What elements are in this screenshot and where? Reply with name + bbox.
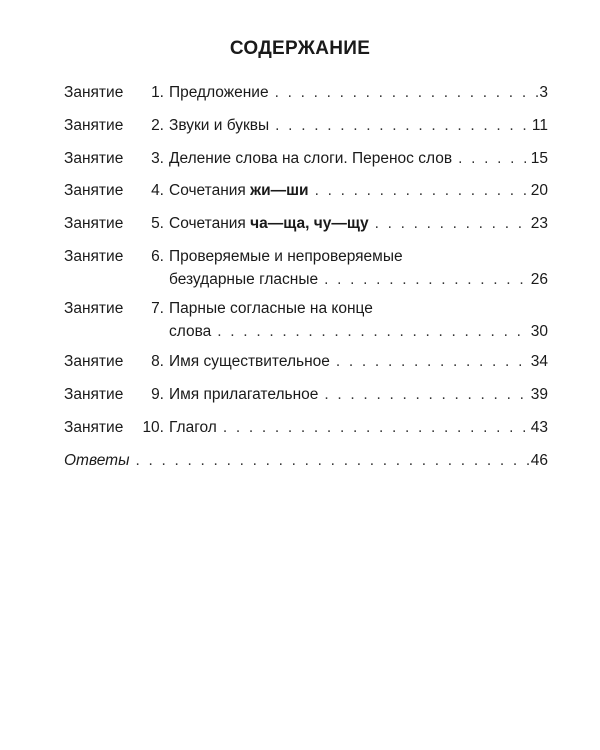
- entry-title-bold: жи—ши: [250, 182, 309, 199]
- entry-title: Предложение: [169, 84, 269, 101]
- entry-title-prefix: Сочетания: [169, 182, 251, 199]
- page-title: СОДЕРЖАНИЕ: [229, 38, 371, 59]
- toc-entry-10[interactable]: [64, 416, 548, 439]
- toc-entry-9[interactable]: [64, 383, 548, 406]
- entry-title-line1: Проверяемые и непроверяемые: [169, 248, 403, 265]
- entry-page: 3: [539, 84, 548, 101]
- dot-leader: [269, 114, 532, 137]
- toc-entry-4[interactable]: [64, 179, 548, 202]
- entry-label: Занятие: [64, 117, 124, 134]
- entry-title-prefix: Сочетания: [169, 215, 251, 232]
- entry-page: 20: [530, 182, 548, 199]
- entry-page: 15: [530, 150, 548, 167]
- entry-number: 1.: [151, 84, 164, 101]
- dot-leader: [318, 268, 531, 291]
- toc-entry-2[interactable]: [64, 114, 548, 137]
- dot-leader: [129, 449, 530, 472]
- toc-entry-3[interactable]: [64, 147, 548, 170]
- toc-entry-8[interactable]: [64, 350, 548, 373]
- entry-number: 2.: [151, 117, 164, 134]
- entry-label: Занятие: [64, 150, 124, 167]
- entry-number: 9.: [151, 386, 164, 403]
- entry-page: 34: [530, 353, 548, 370]
- entry-title-line1: Парные согласные на конце: [169, 300, 373, 317]
- entry-page: 30: [530, 323, 548, 340]
- entry-label: Занятие: [64, 300, 124, 317]
- dot-leader: [452, 147, 531, 170]
- dot-leader: [211, 320, 530, 343]
- entry-title: Деление слова на слоги. Перенос слов: [169, 150, 453, 167]
- entry-number: 8.: [151, 353, 164, 370]
- toc-entry-5[interactable]: [64, 212, 548, 235]
- entry-number: 6.: [151, 248, 164, 265]
- entry-title: Глагол: [169, 419, 217, 436]
- entry-page: 39: [530, 386, 548, 403]
- toc-entry-7[interactable]: [64, 297, 548, 343]
- toc-entry-6[interactable]: [64, 245, 548, 291]
- toc-entry-answers[interactable]: [64, 449, 548, 472]
- dot-leader: [318, 383, 530, 406]
- answers-title: Ответы: [64, 452, 130, 469]
- entry-title: Имя прилагательное: [169, 386, 319, 403]
- entry-label: Занятие: [64, 353, 124, 370]
- dot-leader: [217, 416, 531, 439]
- entry-page: 26: [530, 271, 548, 288]
- entry-number: 3.: [151, 150, 164, 167]
- entry-title: Имя существительное: [169, 353, 330, 370]
- entry-label: Занятие: [64, 182, 124, 199]
- dot-leader: [269, 81, 540, 104]
- entry-page: 43: [530, 419, 548, 436]
- entry-label: Занятие: [64, 215, 124, 232]
- entry-page: 46: [530, 452, 548, 469]
- entry-title-line2: безударные гласные: [169, 271, 319, 288]
- entry-label: Занятие: [64, 419, 124, 436]
- dot-leader: [309, 179, 531, 202]
- entry-number: 10.: [142, 419, 164, 436]
- entry-label: Занятие: [64, 386, 124, 403]
- entry-number: 4.: [151, 182, 164, 199]
- entry-title-bold: ча—ща, чу—щу: [250, 215, 369, 232]
- dot-leader: [330, 350, 531, 373]
- entry-page: 11: [531, 117, 548, 134]
- entry-label: Занятие: [64, 84, 124, 101]
- entry-page: 23: [530, 215, 548, 232]
- entry-number: 5.: [151, 215, 164, 232]
- entry-title-line2: слова: [169, 323, 212, 340]
- entry-number: 7.: [151, 300, 164, 317]
- entry-title: Звуки и буквы: [169, 117, 270, 134]
- dot-leader: [369, 212, 531, 235]
- entry-label: Занятие: [64, 248, 124, 265]
- toc-entry-1[interactable]: [64, 81, 548, 104]
